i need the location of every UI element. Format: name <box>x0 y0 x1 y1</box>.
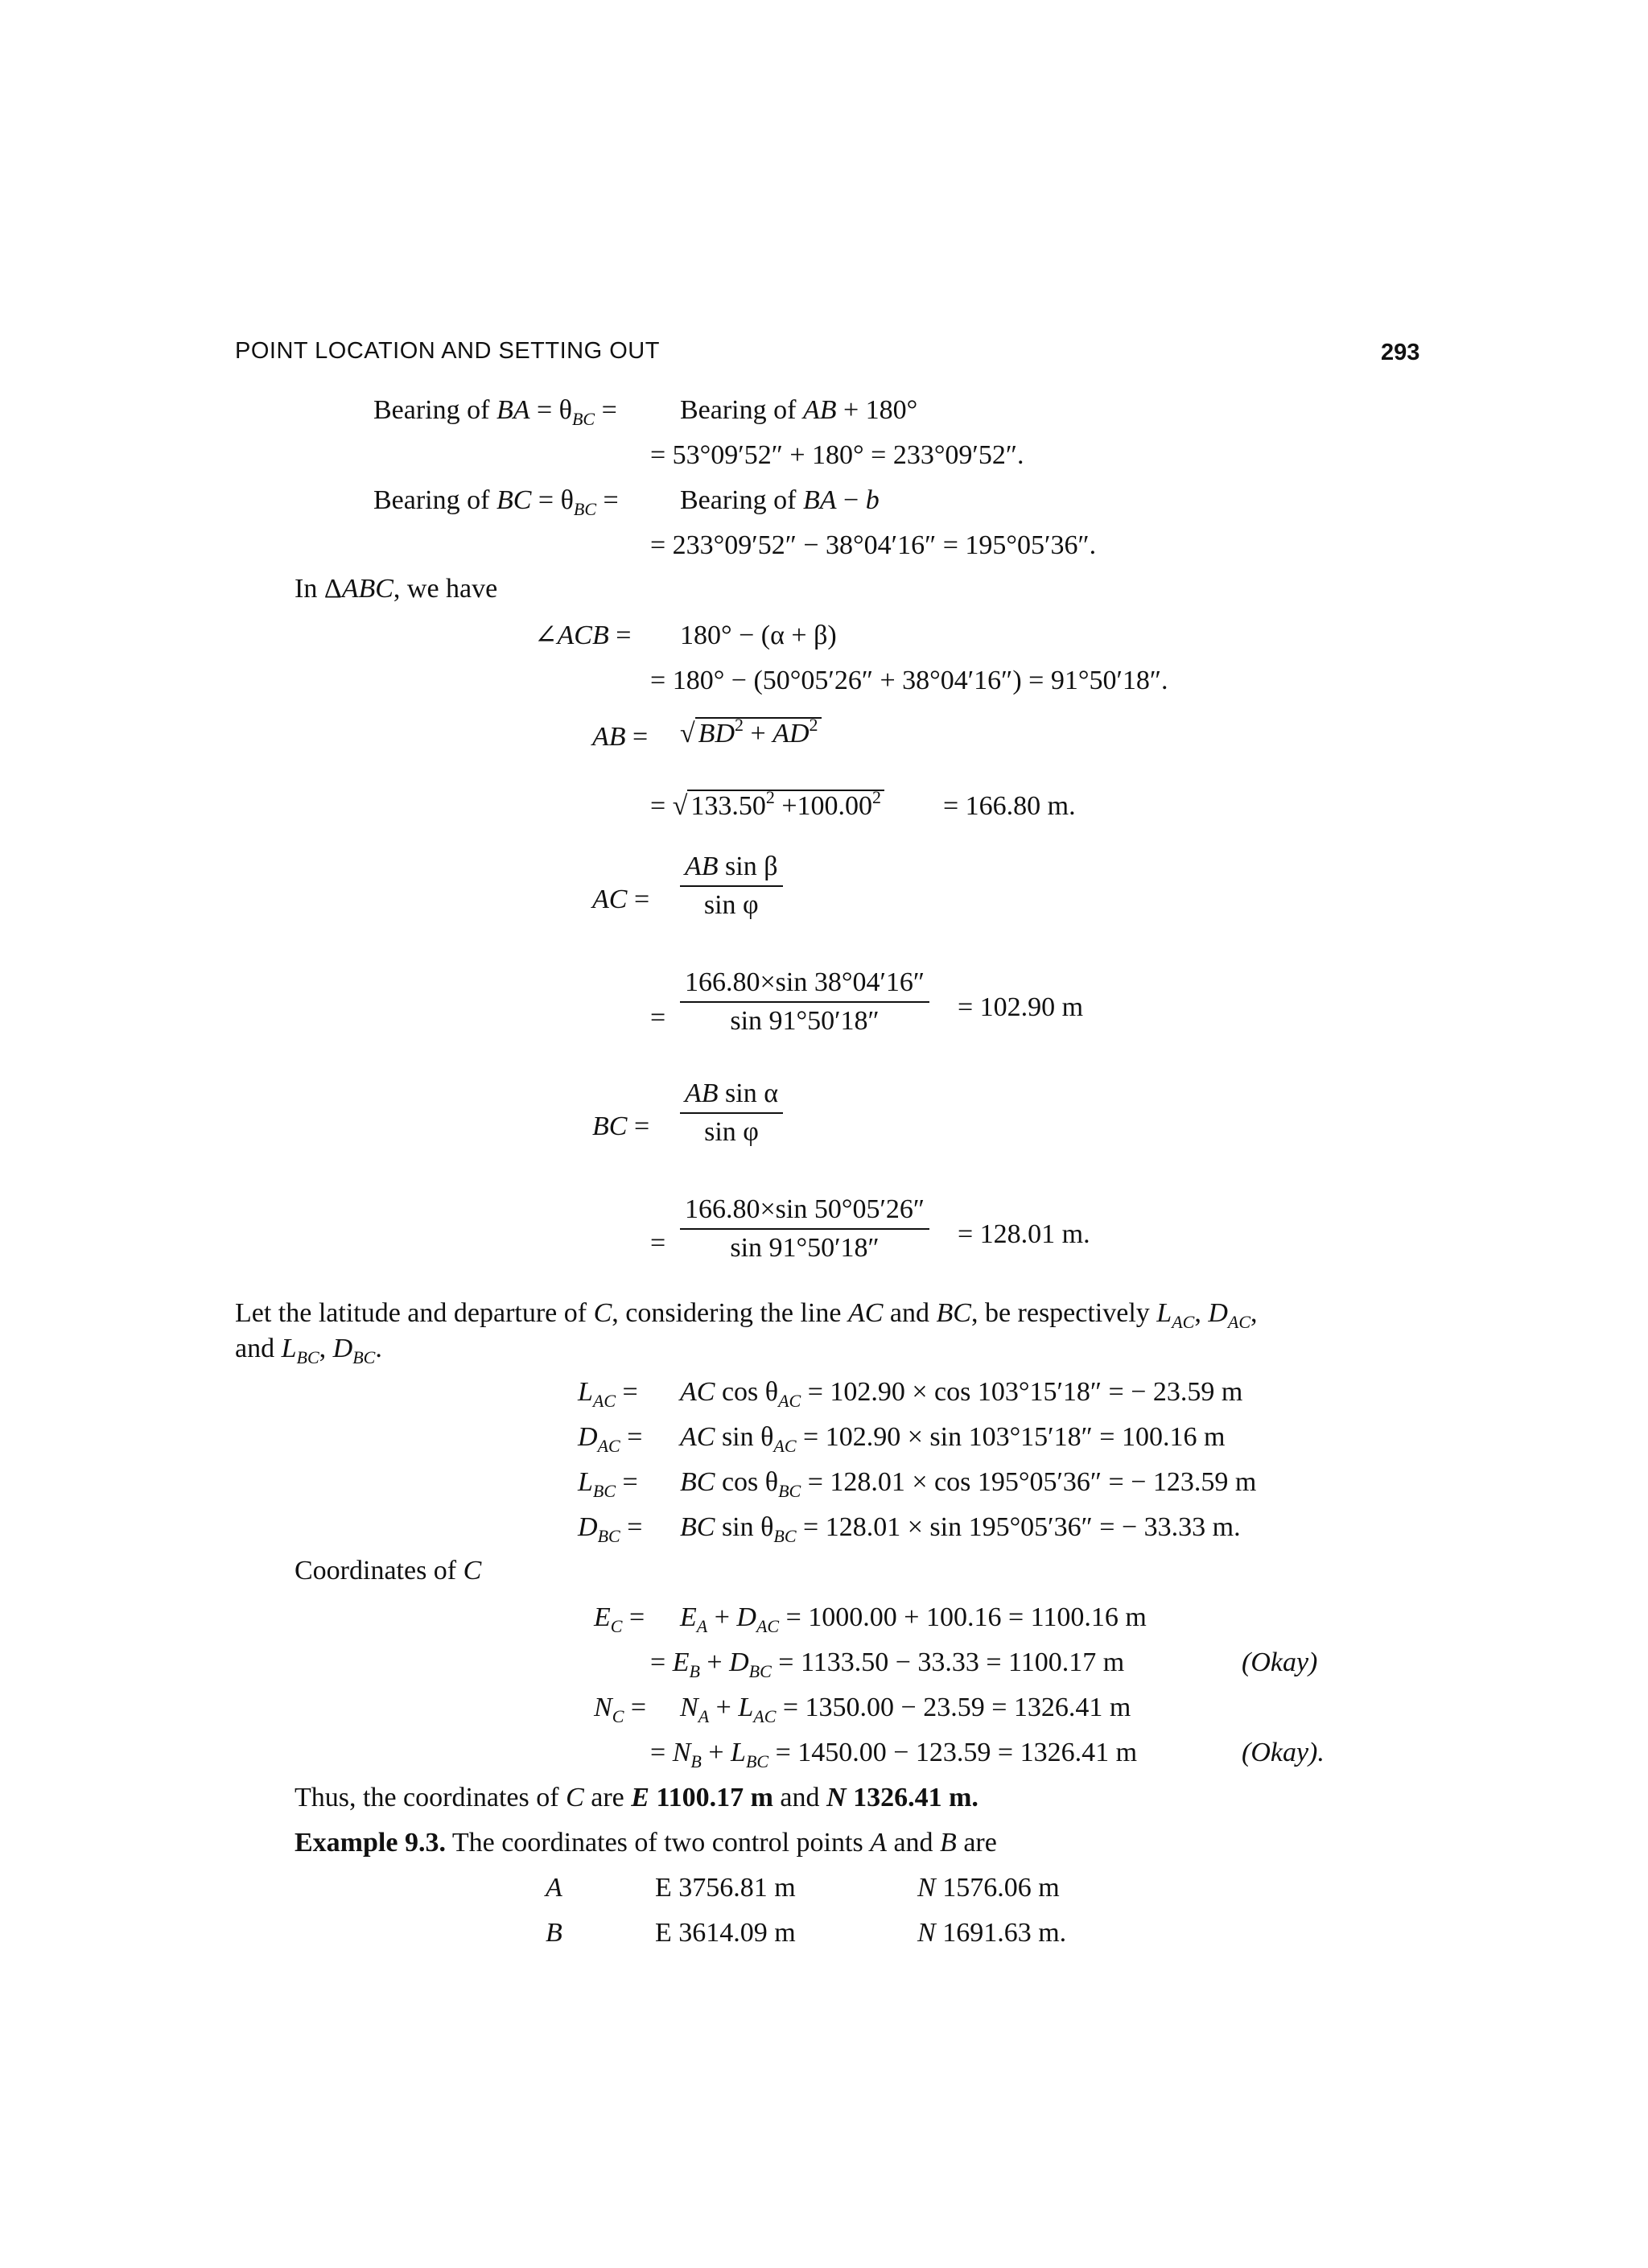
lbc-label: $L_{BC}$ = <box>578 1467 638 1501</box>
example-row-b-e: E 3614.09 m <box>655 1918 796 1948</box>
ec-okay-text: (Okay) <box>1242 1647 1318 1677</box>
lbc-value: = 128.01 × cos 195°05′36″ = − 123.59 m <box>807 1467 1257 1497</box>
example-row-a-point-text: A <box>546 1873 562 1903</box>
dac-formula: AC $\sin \theta_{AC} = 102.90 \times \sin 103^\circ 15'18'' = 100.16$ m <box>680 1422 1226 1456</box>
dbc-label: $D_{BC}$ = <box>578 1512 643 1546</box>
running-header: POINT LOCATION AND SETTING OUT <box>235 338 660 364</box>
ec-okay <box>1242 1647 1317 1679</box>
bearing-ba-line2: = 53°09′52″ + 180° = 233°09′52″. <box>650 440 1024 470</box>
example-row-a-e: E 3756.81 m <box>655 1873 796 1903</box>
ac-num: 166.80×sin 38°04′16″ <box>680 964 929 1003</box>
lbc-formula: BC $\cos \theta_{BC} = 128.01 \times \cos 195^\circ 05'36''$ = − 123.59 m <box>680 1467 1257 1501</box>
ab-numeric: = √ $133.50^2 +100.00^2$ <box>650 790 884 823</box>
angle-acb-line2: = 180° − (50°05′26″ + 38°04′16″) = 91°50′18″. <box>650 666 1168 695</box>
ec-line1: $E_A + D_{AC} = 1000.00 + 100.16 = 1100.16$ m <box>680 1602 1147 1636</box>
example-heading: Example 9.3. The coordinates of two control points A and B are <box>295 1828 997 1858</box>
lac-label: $L_{AC}$ = <box>578 1377 638 1411</box>
lac-value: = 102.90 × cos 103°15′18″ = − 23.59 m <box>807 1377 1243 1407</box>
bearing-bc-line2: = 233°09′52″ − 38°04′16″ = 195°05′36″. <box>650 530 1097 560</box>
ac-eq: = <box>650 1003 666 1033</box>
dac-label: $D_{AC}$ = <box>578 1422 643 1456</box>
coords-label: Coordinates of C <box>295 1556 482 1586</box>
bc-den: sin 91°50′18″ <box>730 1233 880 1263</box>
example-row-b-point <box>546 1917 562 1949</box>
nc-label: $N_C$ = <box>594 1693 647 1726</box>
example-row-a-point <box>546 1872 562 1904</box>
ec-line2: = $E_B + D_{BC} = 1133.50 - 33.33 = 1100.17$ m <box>650 1647 1125 1681</box>
nc-okay-text: (Okay). <box>1242 1738 1325 1767</box>
angle-acb-line2-text: 180° − (50°05′26″ + 38°04′16″) = 91°50′18″. <box>672 666 1168 695</box>
nc-line1: $N_A + L_{AC} = 1350.00 - 23.59 = 1326.41$ m <box>680 1693 1131 1726</box>
ac-formula: $\frac{\text{AB sin β}}{\text{sin φ}}$ <box>680 848 783 924</box>
nc1-value: = 1350.00 − 23.59 = 1326.41 m <box>782 1693 1131 1722</box>
angle-acb-label: ∠ACB = <box>534 621 632 650</box>
ec-label: $E_C$ = <box>594 1602 645 1636</box>
angle-acb-line1: 180° − (α + β) <box>680 621 837 650</box>
bc-formula: $\frac{\text{AB sin α}}{\text{sin φ}}$ <box>680 1075 783 1151</box>
dbc-value: = 128.01 × sin 195°05′36″ = − 33.33 m. <box>803 1512 1241 1542</box>
nc-okay <box>1242 1737 1325 1769</box>
ac-den: sin 91°50′18″ <box>730 1006 880 1036</box>
bearing-ba-label: Bearing of BA = $\theta_{BC}$ = <box>373 395 617 429</box>
triangle-intro: In ΔABC, we have <box>295 574 498 604</box>
ac-result: = 102.90 m <box>958 992 1084 1022</box>
bc-result: = 128.01 m. <box>958 1219 1090 1249</box>
nc-line2: = $N_B + L_{BC} = 1450.00 - 123.59 = 1326.41$ m <box>650 1738 1138 1771</box>
dbc-formula: BC $\sin \theta_{BC} = 128.01 \times \sin 195^\circ 05'36''$ = − 33.33 m. <box>680 1512 1241 1546</box>
coords-conclusion: Thus, the coordinates of C are E 1100.17 m and N 1326.41 m. <box>295 1783 978 1812</box>
latdep-intro-line2: and $L_{BC}$, $D_{BC}$. <box>235 1334 382 1367</box>
ab-result: = 166.80 m. <box>943 791 1076 821</box>
ab-label: AB = <box>592 722 649 752</box>
ec2-value: = 1133.50 − 33.33 = 1100.17 m <box>778 1647 1125 1677</box>
lac-formula: AC $\cos \theta_{AC} = 102.90 \times \cos 103^\circ 15'18''$ = − 23.59 m <box>680 1377 1243 1411</box>
bc-numeric <box>680 1191 929 1267</box>
dac-value: = 102.90 × sin 103°15′18″ = 100.16 m <box>803 1422 1226 1452</box>
bc-eq: = <box>650 1228 666 1258</box>
nc2-value: = 1450.00 − 123.59 = 1326.41 m <box>775 1738 1138 1767</box>
ab-formula: √ $BD^2 + AD^2$ <box>680 718 822 750</box>
bc-num: 166.80×sin 50°05′26″ <box>680 1191 929 1230</box>
ac-numeric <box>680 964 929 1040</box>
page-number: 293 <box>1381 340 1420 365</box>
example-row-b-n: N 1691.63 m. <box>917 1918 1067 1948</box>
bc-label: BC = <box>592 1111 650 1141</box>
bearing-ba-line1: Bearing of AB + 180° <box>680 395 918 425</box>
ac-label: AC = <box>592 885 650 914</box>
latdep-intro-line1: Let the latitude and departure of C, considering the line AC and BC, be respectively $L_{AC}$, $D_{AC}$, <box>235 1298 1258 1332</box>
example-row-a-n: N 1576.06 m <box>917 1873 1060 1903</box>
example-title: Example 9.3. <box>295 1828 446 1858</box>
ec1-value: = 1000.00 + 100.16 = 1100.16 m <box>785 1602 1147 1632</box>
bearing-bc-label: Bearing of BC = $\theta_{BC}$ = <box>373 485 619 519</box>
bearing-bc-line1: Bearing of BA − b <box>680 485 880 515</box>
example-row-b-point-text: B <box>546 1918 562 1948</box>
